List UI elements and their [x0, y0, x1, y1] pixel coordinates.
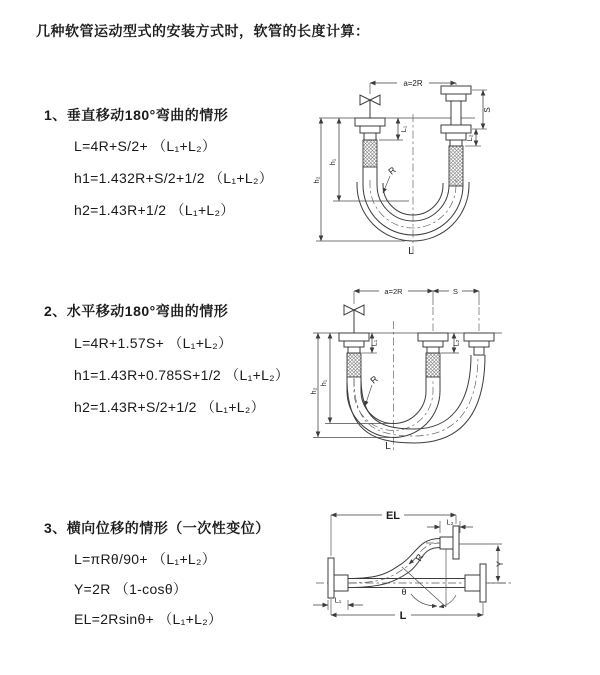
s-curve-hose: [348, 539, 440, 588]
diagram-horizontal-180-bend: [310, 283, 595, 458]
dim-label-a2r: a=2R: [403, 79, 423, 88]
section3-formula-L: L=πRθ/90+ （L₁+L₂）: [74, 551, 217, 567]
left-flange-fitting: [328, 558, 348, 598]
section3-heading: 3、横向位移的情形（一次性变位）: [44, 520, 270, 536]
right-flange-fitting: [465, 564, 486, 602]
dim-label-h1: h₁: [328, 158, 337, 166]
dim-label-h2: h₂: [312, 176, 321, 184]
section2-formula-L: L=4R+1.57S+ （L₁+L₂）: [74, 335, 233, 351]
section1-formula-h2: h2=1.43R+1/2 （L₁+L₂）: [74, 202, 235, 218]
radius-label: R: [386, 164, 398, 177]
radius-callout: [383, 164, 398, 193]
valve-icon: [344, 305, 364, 333]
dim-label-h2: h₂: [309, 387, 318, 395]
dimensions: [312, 78, 492, 241]
dim-label-y: Y: [495, 560, 505, 568]
radius-callout: [409, 552, 426, 564]
section2-formula-h2: h2=1.43R+S/2+1/2 （L₁+L₂）: [74, 399, 265, 415]
dim-label-s: S: [483, 107, 492, 113]
dim-label-el: EL: [385, 510, 401, 522]
dim-label-h1: h₁: [319, 379, 328, 387]
radius-callout: [365, 373, 380, 406]
length-label: L: [408, 246, 414, 257]
radius-label: R: [413, 552, 426, 563]
section2-heading: 2、水平移动180°弯曲的情形: [44, 303, 229, 319]
dimensions: [313, 509, 506, 622]
upper-flange-fitting: [440, 526, 459, 559]
length-label: L: [385, 441, 391, 452]
section3-formula-EL: EL=2Rsinθ+ （L₁+L₂）: [74, 611, 223, 627]
dim-label-l2: L₂: [446, 517, 454, 527]
dim-label-l1: L₁: [369, 339, 379, 347]
angle-theta-label: θ: [401, 587, 407, 597]
left-hose-fitting: [339, 333, 369, 377]
dimensions: [309, 287, 479, 438]
section2-formula-h1: h1=1.43R+0.785S+1/2 （L₁+L₂）: [74, 367, 290, 383]
dim-label-l2: L₂: [451, 339, 461, 347]
diagram-lateral-displacement: [300, 503, 600, 645]
dim-label-l1: L₁: [399, 125, 408, 133]
right-hose-fitting: [464, 333, 494, 355]
dim-label-s: S: [452, 287, 459, 296]
radius-label: R: [368, 373, 380, 386]
page-title: 几种软管运动型式的安装方式时，软管的长度计算：: [36, 23, 370, 39]
dim-label-l1: L₁: [334, 595, 342, 605]
section3-formula-Y: Y=2R （1-cosθ）: [74, 581, 188, 597]
section1-formula-L: L=4R+S/2+ （L₁+L₂）: [74, 138, 217, 154]
dim-label-l: L: [399, 610, 407, 622]
dim-label-a2r: a=2R: [384, 287, 403, 296]
section1-formula-h1: h1=1.432R+S/2+1/2 （L₁+L₂）: [74, 170, 274, 186]
section1-heading: 1、垂直移动180°弯曲的情形: [44, 107, 229, 123]
diagram-vertical-180-bend: [313, 70, 588, 262]
dim-label-l2: L₂: [465, 134, 474, 142]
middle-hose-fitting: [418, 333, 448, 377]
valve-icon: [360, 95, 380, 118]
left-hose-fitting: [355, 118, 385, 167]
